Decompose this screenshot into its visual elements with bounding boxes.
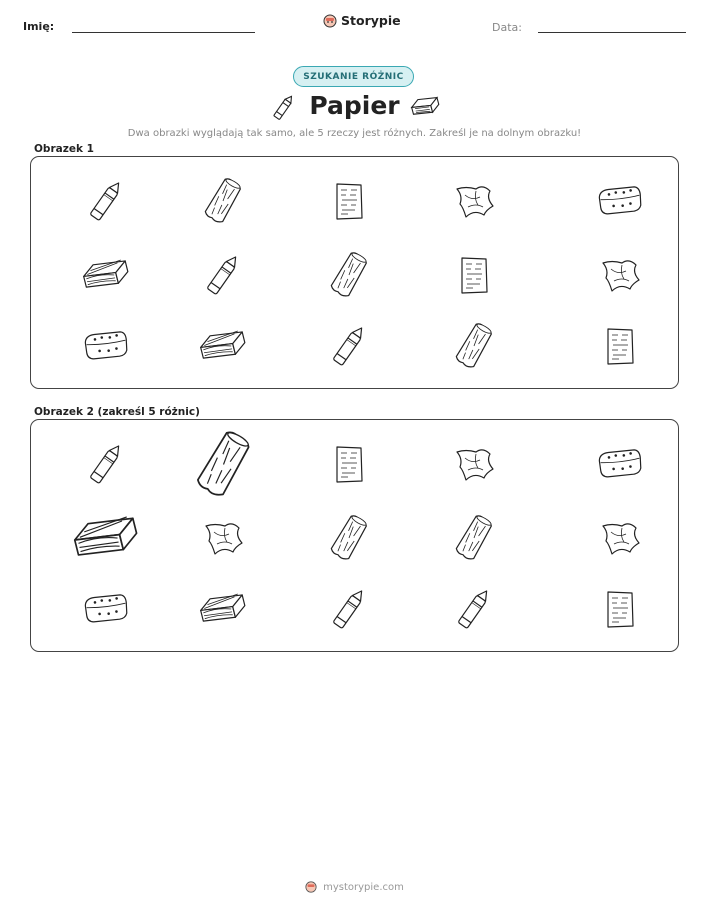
date-label: Data:	[492, 21, 522, 34]
picture1-paper-icon	[590, 316, 650, 376]
storypie-footer-icon	[305, 881, 317, 893]
picture2-bark-icon[interactable]	[319, 508, 379, 568]
page-title: Papier	[309, 91, 400, 120]
picture2-bark-icon[interactable]	[444, 508, 504, 568]
picture1-paper-icon	[319, 171, 379, 231]
picture2-crayon-icon[interactable]	[319, 579, 379, 639]
picture2-crayon-icon[interactable]	[76, 434, 136, 494]
picture1-tissue-icon	[590, 245, 650, 305]
picture2-tissue-icon[interactable]	[590, 508, 650, 568]
picture1-bark-icon	[444, 316, 504, 376]
title-wood-icon	[408, 93, 442, 121]
picture1-sponge-icon	[76, 316, 136, 376]
picture2-sponge-icon[interactable]	[76, 579, 136, 639]
picture2-tissue-icon[interactable]	[444, 434, 504, 494]
picture1-label: Obrazek 1	[34, 143, 94, 155]
footer	[0, 881, 709, 893]
date-line[interactable]	[538, 32, 686, 33]
picture1-bark-icon	[319, 245, 379, 305]
brand-logo	[323, 13, 401, 28]
picture1-frame	[30, 156, 679, 389]
footer-url: mystorypie.com	[323, 881, 404, 893]
picture2-bark-icon[interactable]	[180, 421, 267, 508]
picture2-tissue-icon[interactable]	[193, 508, 253, 568]
picture1-crayon-icon	[193, 245, 253, 305]
picture2-frame[interactable]	[30, 419, 679, 652]
brand-name: Storypie	[341, 13, 401, 28]
picture1-crayon-icon	[76, 171, 136, 231]
name-label: Imię:	[23, 20, 55, 33]
picture1-sponge-icon	[590, 171, 650, 231]
picture2-wood-icon[interactable]	[193, 579, 253, 639]
picture1-paper-icon	[444, 245, 504, 305]
picture2-paper-icon[interactable]	[590, 579, 650, 639]
picture1-wood-icon	[76, 245, 136, 305]
picture2-crayon-icon[interactable]	[444, 579, 504, 639]
name-line[interactable]	[72, 32, 255, 33]
picture1-bark-icon	[193, 171, 253, 231]
picture2-wood-icon[interactable]	[64, 496, 148, 580]
storypie-logo-icon	[323, 14, 337, 28]
picture1-tissue-icon	[444, 171, 504, 231]
picture1-crayon-icon	[319, 316, 379, 376]
picture2-paper-icon[interactable]	[319, 434, 379, 494]
picture2-label: Obrazek 2 (zakreśl 5 różnic)	[34, 406, 200, 418]
picture1-wood-icon	[193, 316, 253, 376]
activity-badge: SZUKANIE RÓŻNIC	[293, 66, 414, 87]
instructions: Dwa obrazki wyglądają tak samo, ale 5 rzeczy jest różnych. Zakreśl je na dolnym obrazku!	[127, 128, 582, 139]
picture2-sponge-icon[interactable]	[590, 434, 650, 494]
